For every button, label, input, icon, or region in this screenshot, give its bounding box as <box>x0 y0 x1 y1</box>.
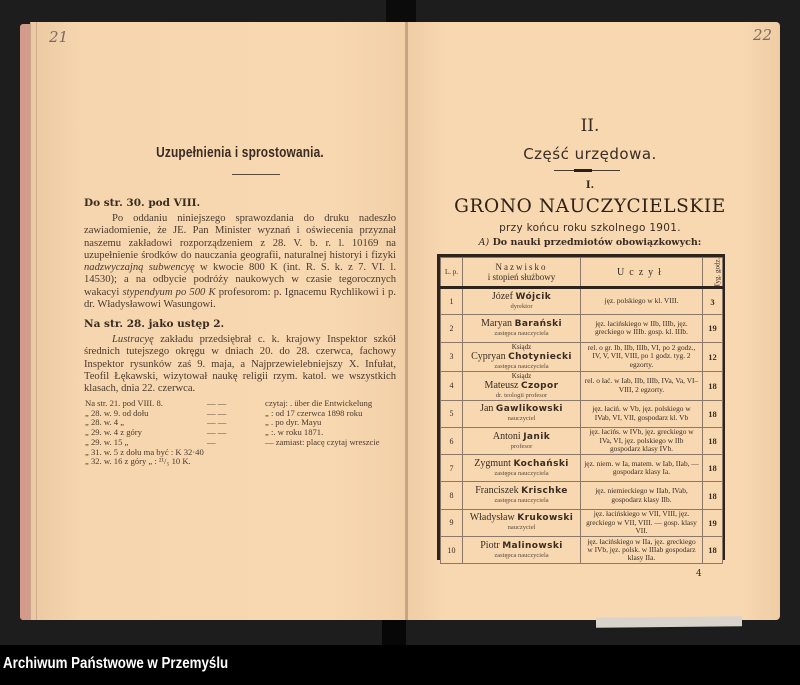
errata-row: „ 28. w. 9. od dołu — — „ : od 17 czerwca 1898 roku <box>85 407 363 418</box>
col-header-lp: L. p. <box>441 258 463 288</box>
title-rule <box>232 174 280 175</box>
section-1-paragraph: Po oddaniu niniejszego sprawozdania do druku nadeszło zawiadomienie, że JE. Pan Minister wyznań i oświecenia przyznał naszemu zakładowi rozporządzeniem z 28. V. b. r. l. 10169 na uzupełnienie środków do nauczania geografii, naturalnej historyi i fizyki nadzwyczajną subwencyę w kwocie 800 K (int. R. S. k. z 7. VI. l. 14530); a na odbycie podróży naukowych w czasie tegorocznych wakacyi stypendyum po 500 K profesorom: p. Ignacemu Rychlikowi i p. dr. Władysławowi Wasungowi. <box>84 213 396 311</box>
table-row: 5 Jan Gawlikowski nauczyciel jęz. łaciń. w Vb, jęz. polskiego w IVab, VI, VII, gospodarz kl. Vb 18 <box>441 400 723 427</box>
table-row: 8 Franciszek Krischke zastępca nauczyciela jęz. niemieckiego w IIab, IVab, gospodarz klasy IIb. 18 <box>441 482 723 509</box>
section-2 <box>84 318 396 395</box>
errata-row: „ 29. w. 4 z góry — — „ :. w roku 1871. <box>85 427 324 438</box>
table-row: 6 Antoni Janik profesor jęz. łacińs. w IVb, jęz. greckiego w IVa, VI, jęz. polskiego w IIb gospodarz klasy IVb. 18 <box>441 427 723 454</box>
book-spine-bottom <box>382 620 406 645</box>
part-number: II. <box>580 116 600 136</box>
loose-paper-slip <box>596 616 742 628</box>
handwritten-folio-right: 22 <box>753 26 773 44</box>
col-header-taught: Uczył <box>581 258 703 288</box>
table-row: 3 Ksiądz Cypryan Chotyniecki zastępca nauczyciela rel. o gr. Ib, IIb, IIIb, VI, po 2 godz., IV, V, VII, VIII, po 1 godz. tyg. 2 egzorty. 12 <box>441 342 723 371</box>
section-number: I. <box>585 180 595 191</box>
table-row: 9 Władysław Krukowski nauczyciel jęz. łacińskiego w VII, VIII, jęz. greckiego w VII, VIII. — gosp. klasy VII. 19 <box>441 509 723 536</box>
table-row: 7 Zygmunt Kochański zastępca nauczyciela jęz. niem. w Ia, matem. w Iab, IIab, — gospodarz klasy Ia. 18 <box>441 455 723 482</box>
signature-mark: 4 <box>696 569 702 579</box>
errata-row: „ 28. w. 4 „ — — „ . po dyr. Mayu <box>85 417 322 428</box>
errata-row: „ 32. w. 16 z góry „ : ²¹/₅ 10 K. <box>85 456 191 467</box>
table-row: 10 Piotr Malinowski zastępca nauczyciela jęz. łacińskiego w IIa, jęz. greckiego w IVb, jęz. polsk. w IIIab gospodarz klasy IIa. 18 <box>441 537 723 564</box>
section-title: GRONO NAUCZYCIELSKIE <box>454 196 726 217</box>
section-subtitle: przy końcu roku szkolnego 1901. <box>499 222 681 234</box>
col-header-name: Nazwisko i stopień służbowy <box>463 258 581 288</box>
section-2-heading: Na str. 28. jako ustęp 2. <box>84 318 225 330</box>
table-header-row <box>441 258 723 288</box>
section-2-paragraph: Lustracyę zakładu przedsiębrał c. k. krajowy Inspektor szkół średnich tutejszego okręgu w dniach 20. do 28. czerwca, fachowy Inspektor rysunków zaś 9. maja, a Najprzewielebniejszy X. Infułat, Teofil Łękawski, wizytował naukę religii rzym. katol. we wszystkich klasach, dnia 22. czerwca. <box>84 334 396 395</box>
part-rule-center <box>574 169 592 172</box>
left-page-title: Uzupełnienia i sprostowania. <box>156 145 324 161</box>
section-1 <box>84 197 396 311</box>
errata-row: „ 31. w. 5 z dołu ma być : K 32·40 <box>85 446 204 457</box>
subsection-title: A) Do nauki przedmiotów obowiązkowych: <box>478 237 702 248</box>
section-1-heading: Do str. 30. pod VIII. <box>84 197 201 209</box>
table-row: 2 Maryan Barański zastępca nauczyciela jęz. łacińskiego w IIb, IIIb, jęz. greckiego w IIIb. gosp. kl. IIIb. 19 <box>441 315 723 342</box>
table-row: 1 Józef Wójcik dyrektor jęz. polskiego w kl. VIII. 3 <box>441 288 723 315</box>
staff-table <box>437 254 725 563</box>
archive-caption: Archiwum Państwowe w Przemyślu <box>3 655 229 672</box>
errata-row: „ 29. w. 15 „ — — zamiast: placę czytaj wreszcie <box>85 436 380 447</box>
col-header-hours: Tyg. godz. <box>703 258 723 288</box>
handwritten-folio-left: 21 <box>49 28 69 46</box>
table-row: 4 Ksiądz Mateusz Czopor dr. teologii profesor rel. o łać. w Iab, IIb, IIIb, IVa, Va, VI–VIII, 2 egzorty. 18 <box>441 371 723 400</box>
errata-row: Na str. 21. pod VIII. 8. — — czytaj: . über die Entwickelung <box>85 398 373 408</box>
errata-list <box>85 399 397 467</box>
part-title: Część urzędowa. <box>523 145 657 163</box>
book-spine-top <box>386 0 416 22</box>
